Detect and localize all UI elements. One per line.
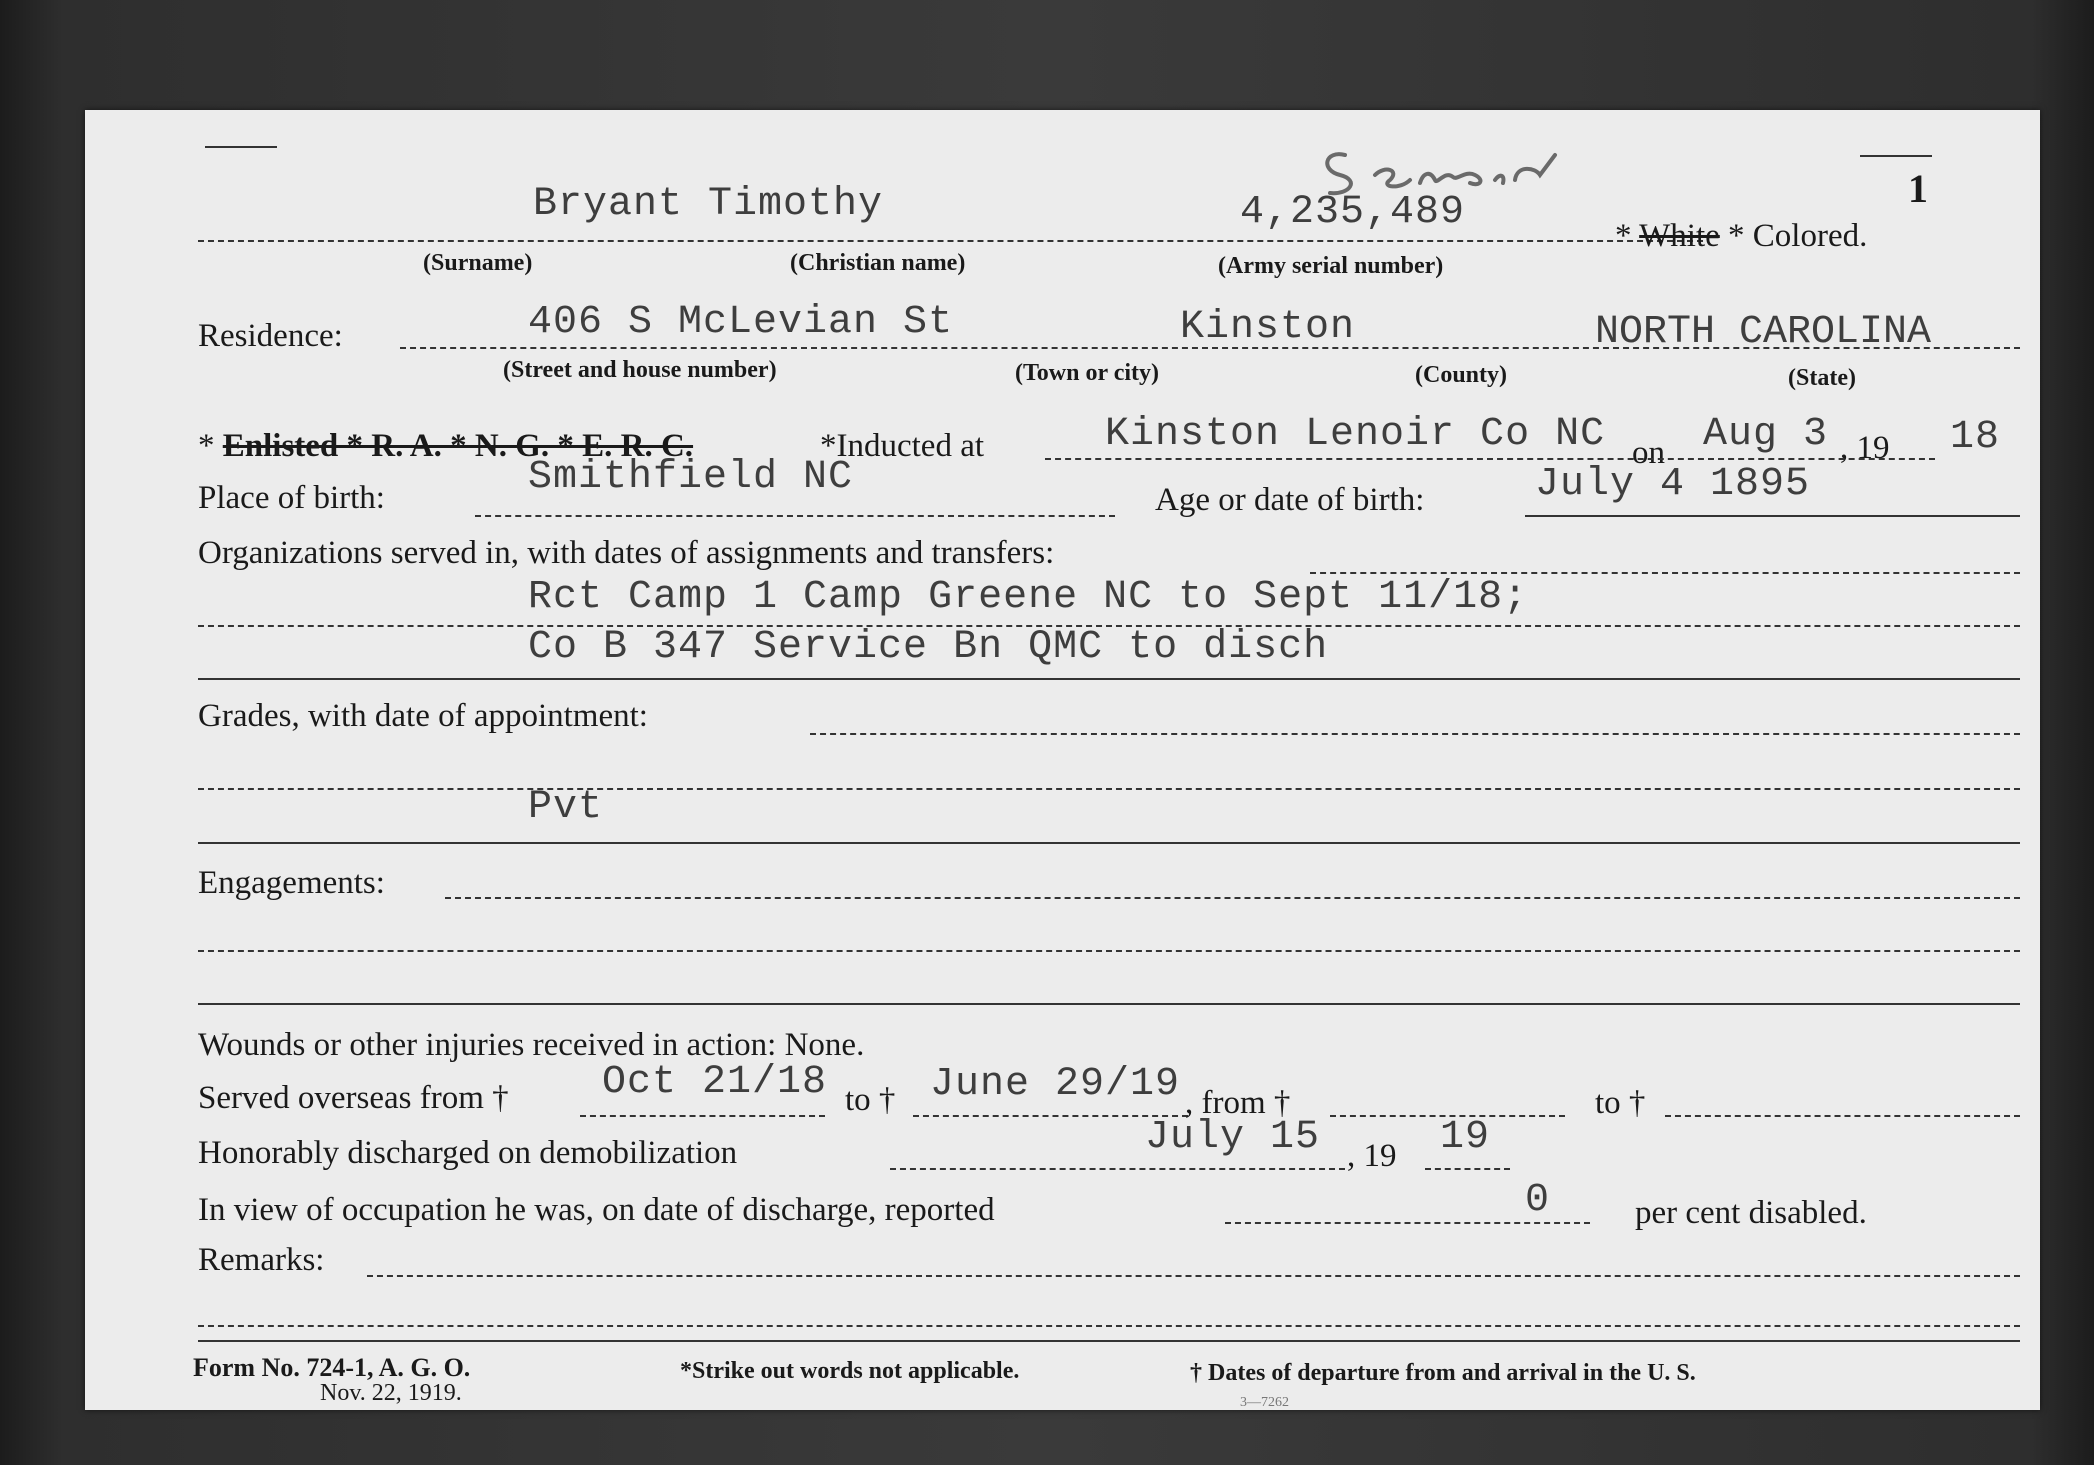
disability-suffix: per cent disabled. bbox=[1635, 1195, 1867, 1231]
induction-century: , 19 bbox=[1840, 430, 1890, 466]
overseas-label: Served overseas from † bbox=[198, 1080, 509, 1116]
grades-line-1 bbox=[198, 788, 2020, 790]
overseas-to2-line bbox=[1665, 1115, 2020, 1117]
disability-line bbox=[1225, 1222, 1590, 1224]
wounds-row bbox=[198, 1027, 864, 1064]
organizations-line-2 bbox=[198, 678, 2020, 680]
residence-line bbox=[400, 347, 2020, 349]
overseas-to-label: to † bbox=[845, 1082, 896, 1118]
birthplace-value: Smithfield NC bbox=[528, 455, 854, 500]
enlistment-star: * bbox=[198, 428, 215, 464]
age-label: Age or date of birth: bbox=[1155, 482, 1425, 518]
residence-label: Residence: bbox=[198, 318, 343, 354]
overseas-to-date: June 29/19 bbox=[930, 1062, 1181, 1107]
dates-note: † Dates of departure from and arrival in the U. S. bbox=[1190, 1360, 1696, 1386]
engagements-line-0 bbox=[445, 897, 2020, 899]
army-serial-number: 4,235,489 bbox=[1240, 190, 1466, 235]
residence-state: NORTH CAROLINA bbox=[1595, 310, 1932, 355]
discharge-year: 19 bbox=[1440, 1115, 1491, 1160]
form-number: Form No. 724-1, A. G. O. bbox=[193, 1353, 471, 1382]
remarks-line-2 bbox=[198, 1340, 2020, 1342]
induction-date: Aug 3 bbox=[1703, 412, 1829, 457]
race-colored: Colored. bbox=[1752, 218, 1868, 254]
christian-name-caption: (Christian name) bbox=[790, 250, 966, 276]
enlistment-types-struck: Enlisted * R. A. * N. G. * E. R. C. bbox=[222, 428, 694, 464]
discharge-date: July 15 bbox=[1145, 1115, 1321, 1160]
birth-date-line bbox=[1525, 515, 2020, 517]
overseas-from2-label: , from † bbox=[1185, 1085, 1291, 1121]
race-star-1: * bbox=[1615, 218, 1632, 254]
top-right-rule bbox=[1860, 155, 1932, 157]
grades-line-0 bbox=[810, 733, 2020, 735]
grade-value: Pvt bbox=[528, 785, 604, 830]
top-left-rule bbox=[205, 146, 277, 148]
induction-place: Kinston Lenoir Co NC bbox=[1105, 412, 1606, 457]
print-code: 3—7262 bbox=[1240, 1395, 1289, 1410]
discharge-century: , 19 bbox=[1347, 1138, 1397, 1174]
organizations-label: Organizations served in, with dates of assignments and transfers: bbox=[198, 535, 1055, 571]
induction-on-label: on bbox=[1632, 435, 1665, 471]
disability-value: 0 bbox=[1525, 1178, 1551, 1223]
name-line bbox=[198, 240, 1703, 242]
inducted-at-label: *Inducted at bbox=[820, 428, 985, 464]
overseas-from-date: Oct 21/18 bbox=[602, 1060, 828, 1105]
county-caption: (County) bbox=[1415, 362, 1508, 388]
overseas-from-line bbox=[580, 1115, 825, 1117]
birthplace-line bbox=[475, 515, 1115, 517]
race-white-struck: White bbox=[1639, 218, 1720, 254]
induction-line bbox=[1045, 458, 1935, 460]
organizations-line-0 bbox=[1310, 572, 2020, 574]
surname-caption: (Surname) bbox=[423, 250, 533, 276]
grades-line-2 bbox=[198, 842, 2020, 844]
town-caption: (Town or city) bbox=[1015, 360, 1159, 386]
serial-caption: (Army serial number) bbox=[1218, 253, 1444, 279]
race-star-2: * bbox=[1728, 218, 1745, 254]
organizations-line2: Co B 347 Service Bn QMC to disch bbox=[528, 625, 1329, 670]
residence-street: 406 S McLevian St bbox=[528, 300, 954, 345]
grades-label: Grades, with date of appointment: bbox=[198, 698, 648, 734]
soldier-name: Bryant Timothy bbox=[533, 182, 884, 227]
discharge-year-line bbox=[1425, 1168, 1510, 1170]
state-caption: (State) bbox=[1788, 365, 1856, 391]
street-caption: (Street and house number) bbox=[503, 357, 777, 383]
discharge-date-line bbox=[890, 1168, 1345, 1170]
birthplace-label: Place of birth: bbox=[198, 480, 385, 516]
remarks-label: Remarks: bbox=[198, 1242, 325, 1278]
birth-date: July 4 1895 bbox=[1535, 462, 1811, 507]
discharge-label: Honorably discharged on demobilization bbox=[198, 1135, 738, 1171]
residence-town: Kinston bbox=[1180, 305, 1356, 350]
disability-label: In view of occupation he was, on date of discharge, reported bbox=[198, 1192, 995, 1228]
engagements-line-1 bbox=[198, 950, 2020, 952]
handwritten-county-text: Lenoir bbox=[1305, 125, 1308, 126]
engagements-label: Engagements: bbox=[198, 865, 385, 901]
wounds-label: Wounds or other injuries received in action: bbox=[198, 1027, 777, 1063]
race-options bbox=[1615, 218, 1867, 255]
overseas-to2-label: to † bbox=[1595, 1085, 1646, 1121]
induction-year: 18 bbox=[1950, 415, 2001, 460]
form-date: Nov. 22, 1919. bbox=[320, 1380, 462, 1406]
remarks-line-0 bbox=[367, 1275, 2020, 1277]
service-record-card bbox=[85, 110, 2040, 1410]
remarks-line-1 bbox=[198, 1325, 2020, 1327]
page-number: 1 bbox=[1908, 166, 1928, 211]
organizations-line1: Rct Camp 1 Camp Greene NC to Sept 11/18; bbox=[528, 575, 1529, 620]
engagements-line-2 bbox=[198, 1003, 2020, 1005]
wounds-value: None. bbox=[784, 1027, 865, 1063]
strike-out-note: *Strike out words not applicable. bbox=[680, 1358, 1020, 1384]
